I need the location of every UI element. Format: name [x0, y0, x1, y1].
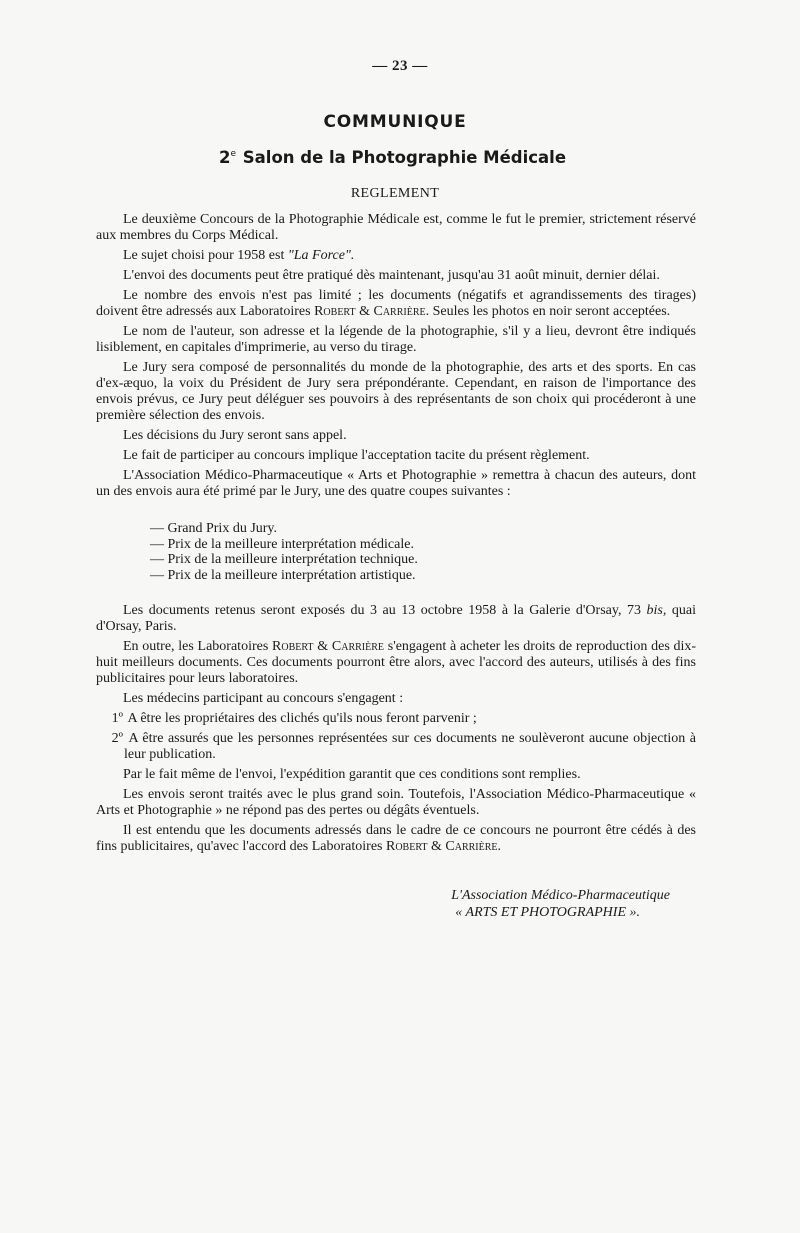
item-number: 2º	[111, 730, 123, 746]
subtitle-text: Salon de la Photographie Médicale	[242, 148, 567, 167]
paragraph: Les médecins participant au concours s'engagent :	[123, 691, 404, 707]
numbered-item	[96, 731, 696, 763]
numbered-item	[96, 711, 696, 727]
paragraph: En outre, les Laboratoires Robert & Carrière s'engagent à acheter les droits de reproduction des dix-huit meilleurs documents. Ces documents pourront être alors, avec l'accord des auteurs, utilisés à des fins publicitaires pour leurs laboratoires.	[96, 639, 697, 687]
section-heading: REGLEMENT	[350, 186, 440, 201]
list-item: — Prix de la meilleure interprétation technique.	[150, 552, 418, 567]
subtitle-superscript: e	[230, 149, 237, 159]
paragraph: Il est entendu que les documents adressés dans le cadre de ce concours ne pourront être cédés à des fins publicitaires, qu'avec l'accord des Laboratoires Robert & Carrière.	[96, 822, 696, 854]
item-text: A être assurés que les personnes représentées sur ces documents ne soulèveront aucune objection à leur publication.	[124, 730, 696, 762]
theme-text: "La Force".	[287, 248, 355, 263]
prize-list	[150, 521, 696, 583]
lab-name: Robert	[314, 303, 356, 319]
subtitle	[0, 148, 785, 167]
paragraph: Les documents retenus seront exposés du 3 au 13 octobre 1958 à la Galerie d'Orsay, 73 bis, quai d'Orsay, Paris.	[96, 603, 697, 635]
paragraph: L'Association Médico-Pharmaceutique « Arts et Photographie » remettra à chacun des auteurs, dont un des envois aura été primé par le Jury, une des quatre coupes suivantes :	[96, 467, 696, 499]
paragraph: Le Jury sera composé de personnalités du monde de la photographie, des arts et des sports. En cas d'ex-æquo, la voix du Président de Jury sera prépondérante. Cependant, en raison de l'importance des envois prévus, ce Jury peut déléguer ses pouvoirs à des représentants de son choix qui procéderont à une première sélection des envois.	[96, 359, 696, 424]
signature	[300, 887, 670, 921]
list-item: — Prix de la meilleure interprétation artistique.	[150, 567, 416, 583]
paragraph: Le deuxième Concours de la Photographie Médicale est, comme le fut le premier, strictement réservé aux membres du Corps Médical.	[96, 212, 696, 244]
signature-line: « ARTS ET PHOTOGRAPHIE ».	[455, 905, 640, 920]
paragraph: Par le fait même de l'envoi, l'expédition garantit que ces conditions sont remplies.	[123, 766, 581, 782]
page-number: — 23 —	[372, 58, 428, 74]
paragraph: L'envoi des documents peut être pratiqué dès maintenant, jusqu'au 31 août minuit, dernier délai.	[123, 267, 660, 283]
list-item: — Prix de la meilleure interprétation médicale.	[150, 536, 414, 552]
lab-name: Carrière	[373, 303, 426, 319]
signature-line: L'Association Médico-Pharmaceutique	[451, 888, 670, 903]
subtitle-number: 2	[218, 148, 231, 167]
paragraph: Le sujet choisi pour 1958 est "La Force".	[123, 248, 355, 263]
item-number: 1º	[111, 711, 123, 726]
document-body	[96, 212, 696, 859]
paragraph: Les envois seront traités avec le plus grand soin. Toutefois, l'Association Médico-Pharmaceutique « Arts et Photographie » ne répond pas des pertes ou dégâts éventuels.	[96, 786, 696, 818]
paragraph: Le nombre des envois n'est pas limité ; les documents (négatifs et agrandissements des tirages) doivent être adressés aux Laboratoires Robert & Carrière. Seules les photos en noir seront acceptées.	[96, 287, 696, 319]
paragraph: Les décisions du Jury seront sans appel.	[123, 428, 347, 443]
item-text: A être les propriétaires des clichés qu'ils nous feront parvenir ;	[127, 711, 477, 726]
paragraph: Le fait de participer au concours implique l'acceptation tacite du présent règlement.	[123, 447, 590, 463]
list-item: — Grand Prix du Jury.	[150, 521, 278, 536]
page-title: COMMUNIQUE	[323, 112, 467, 132]
paragraph: Le nom de l'auteur, son adresse et la légende de la photographie, s'il y a lieu, devront être indiqués lisiblement, en capitales d'imprimerie, au verso du tirage.	[96, 323, 696, 355]
